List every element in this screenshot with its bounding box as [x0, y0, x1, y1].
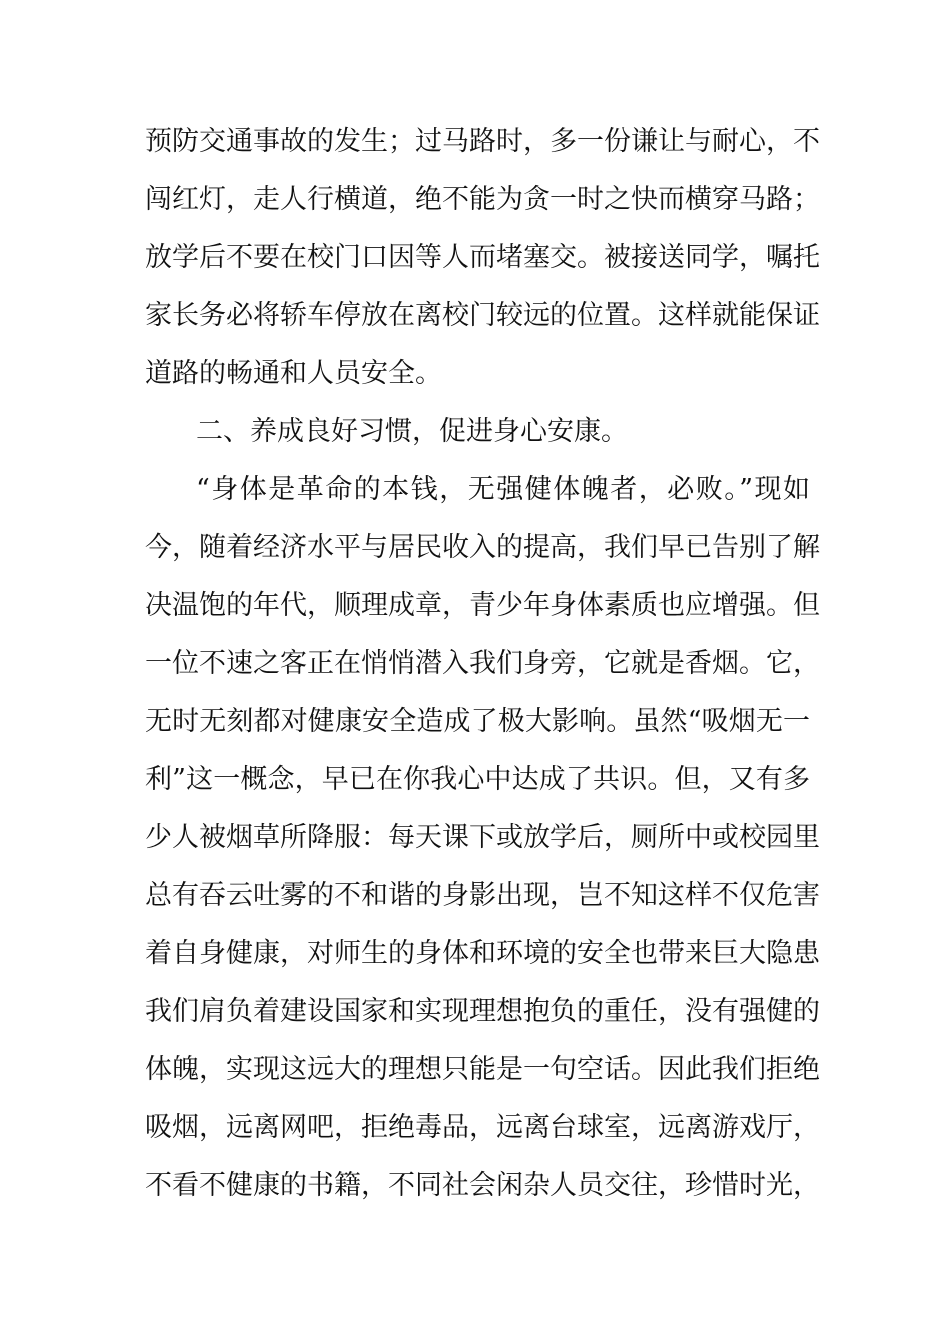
text-line: 体魄，实现这远大的理想只能是一句空话。因此我们拒绝 — [145, 1054, 820, 1085]
text-line: 吸烟，远离网吧，拒绝毒品，远离台球室，远离游戏厅， — [145, 1112, 820, 1143]
text-line: 着自身健康，对师生的身体和环境的安全也带来巨大隐患 — [145, 938, 820, 969]
text-line: 闯红灯，走人行横道，绝不能为贪一时之快而横穿马路； — [145, 184, 820, 215]
section-heading: 二、养成良好习惯，促进身心安康。 — [196, 416, 628, 447]
text-line: “身体是革命的本钱，无强健体魄者，必败。”现如 — [196, 474, 810, 505]
text-line: 家长务必将轿车停放在离校门较远的位置。这样就能保证 — [145, 300, 820, 331]
text-line: 放学后不要在校门口因等人而堵塞交。被接送同学，嘱托 — [145, 242, 820, 273]
text-line: 总有吞云吐雾的不和谐的身影出现，岂不知这样不仅危害 — [145, 880, 820, 911]
text-line: 利”这一概念，早已在你我心中达成了共识。但，又有多 — [145, 764, 810, 795]
text-line: 我们肩负着建设国家和实现理想抱负的重任，没有强健的 — [145, 996, 820, 1027]
text-line: 预防交通事故的发生；过马路时，多一份谦让与耐心，不 — [145, 126, 820, 157]
text-line: 今，随着经济水平与居民收入的提高，我们早已告别了解 — [145, 532, 820, 563]
text-line: 一位不速之客正在悄悄潜入我们身旁，它就是香烟。它， — [145, 648, 820, 679]
text-line: 道路的畅通和人员安全。 — [145, 358, 442, 389]
text-line: 少人被烟草所降服：每天课下或放学后，厕所中或校园里 — [145, 822, 820, 853]
text-line: 不看不健康的书籍，不同社会闲杂人员交往，珍惜时光， — [145, 1170, 820, 1201]
text-line: 无时无刻都对健康安全造成了极大影响。虽然“吸烟无一 — [145, 706, 810, 737]
text-line: 决温饱的年代，顺理成章，青少年身体素质也应增强。但 — [145, 590, 820, 621]
